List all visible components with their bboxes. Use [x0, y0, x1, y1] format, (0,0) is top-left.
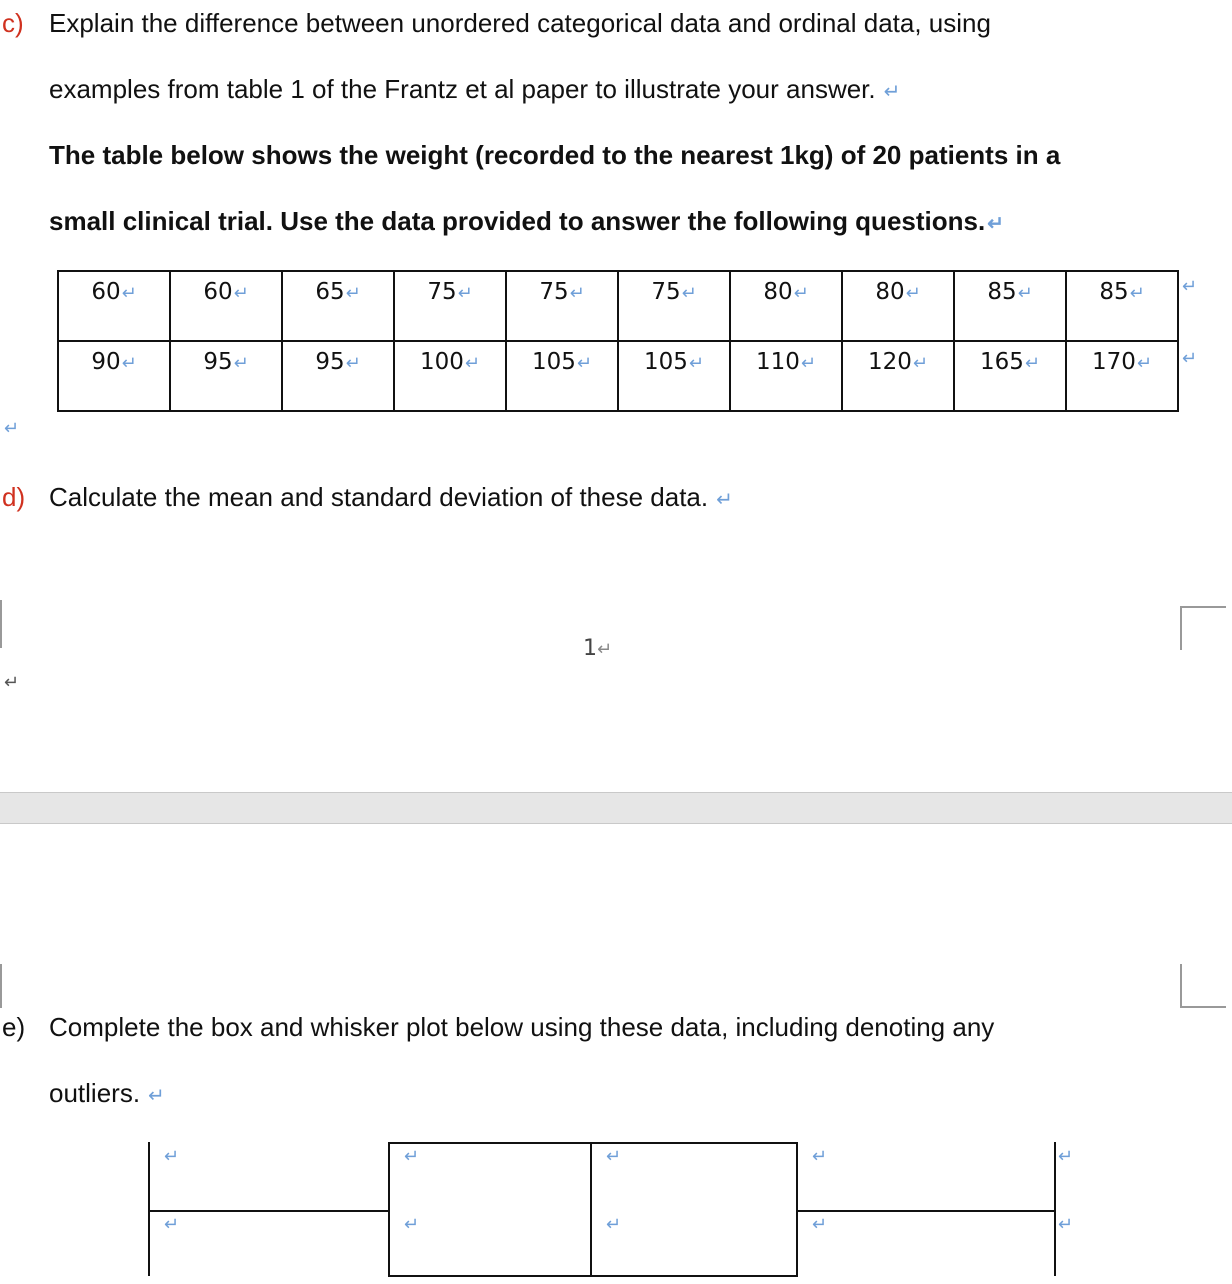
table-cell: 85↵: [1066, 271, 1178, 341]
question-c-line2: [49, 74, 900, 107]
box-top-edge: [388, 1142, 798, 1144]
table-cell: 105↵: [618, 341, 730, 411]
page-break-gap: [0, 792, 1232, 824]
question-c-line1: [2, 8, 991, 38]
whisker-right-line: [1054, 1142, 1056, 1276]
table-cell: 95↵: [170, 341, 282, 411]
cell-mark-icon: ↵: [812, 1214, 828, 1234]
paragraph-mark-icon: ↵: [4, 418, 20, 438]
table-cell: 170↵: [1066, 341, 1178, 411]
row-end-mark-icon: ↵: [1182, 276, 1198, 296]
cell-mark-icon: ↵: [164, 1214, 180, 1234]
intro-text-line2: small clinical trial. Use the data provided to answer the following questions.: [49, 206, 986, 236]
intro-line2: [49, 206, 1004, 239]
cell-mark-icon: ↵: [812, 1146, 828, 1166]
table-cell: 90↵: [58, 341, 170, 411]
paragraph-mark-icon: ↵: [148, 1085, 165, 1107]
paragraph-mark-icon: ↵: [716, 489, 733, 511]
page-number: 1↵: [583, 636, 613, 661]
table-cell: 75↵: [506, 271, 618, 341]
table-cell: 65↵: [282, 271, 394, 341]
whisker-left-connector: [148, 1210, 390, 1212]
question-e-letter: e): [2, 1012, 26, 1042]
crop-mark: [1180, 964, 1182, 1008]
question-e-text-line1: Complete the box and whisker plot below using these data, including denoting any: [49, 1012, 995, 1042]
cell-mark-icon: ↵: [404, 1214, 420, 1234]
question-c-text-line2: examples from table 1 of the Frantz et al paper to illustrate your answer.: [49, 74, 876, 104]
table-cell: 105↵: [506, 341, 618, 411]
weights-table: [57, 270, 1179, 412]
table-row: [58, 271, 1178, 341]
table-cell: 110↵: [730, 341, 842, 411]
intro-line1: The table below shows the weight (recorded to the nearest 1kg) of 20 patients in a: [49, 140, 1061, 170]
cell-mark-icon: ↵: [1058, 1146, 1074, 1166]
table-cell: 100↵: [394, 341, 506, 411]
table-cell: 95↵: [282, 341, 394, 411]
cell-mark-icon: ↵: [606, 1146, 622, 1166]
table-row: [58, 341, 1178, 411]
cell-mark-icon: ↵: [404, 1146, 420, 1166]
question-e-line1: [2, 1012, 995, 1042]
question-d: [2, 482, 733, 512]
table-cell: 85↵: [954, 271, 1066, 341]
cell-mark-icon: ↵: [164, 1146, 180, 1166]
table-cell: 60↵: [58, 271, 170, 341]
whisker-left-line: [148, 1142, 150, 1276]
cell-mark-icon: ↵: [1058, 1214, 1074, 1234]
whisker-right-connector: [798, 1210, 1056, 1212]
cell-mark-icon: ↵: [606, 1214, 622, 1234]
row-end-mark-icon: ↵: [1182, 348, 1198, 368]
question-e-text-line2: outliers.: [49, 1078, 141, 1108]
paragraph-mark-icon: ↵: [987, 213, 1004, 235]
table-cell: 75↵: [394, 271, 506, 341]
crop-mark: [1180, 606, 1226, 608]
table-cell: 80↵: [730, 271, 842, 341]
crop-mark: [1180, 1006, 1226, 1008]
box-bottom-edge: [388, 1275, 798, 1277]
margin-mark: [0, 964, 2, 1008]
table-cell: 60↵: [170, 271, 282, 341]
paragraph-mark-icon: ↵: [4, 672, 20, 692]
question-e-line2: [49, 1078, 165, 1111]
median-line: [590, 1142, 592, 1277]
table-cell: 75↵: [618, 271, 730, 341]
table-cell: 165↵: [954, 341, 1066, 411]
table-cell: 120↵: [842, 341, 954, 411]
question-d-text: Calculate the mean and standard deviation of these data.: [49, 482, 709, 512]
margin-mark: [0, 600, 2, 648]
paragraph-mark-icon: ↵: [883, 81, 901, 103]
question-c-text-line1: Explain the difference between unordered categorical data and ordinal data, using: [49, 8, 991, 38]
box-left-edge: [388, 1142, 390, 1277]
table-cell: 80↵: [842, 271, 954, 341]
question-c-letter: c): [2, 8, 24, 38]
question-d-letter: d): [2, 482, 26, 512]
crop-mark: [1180, 606, 1182, 650]
